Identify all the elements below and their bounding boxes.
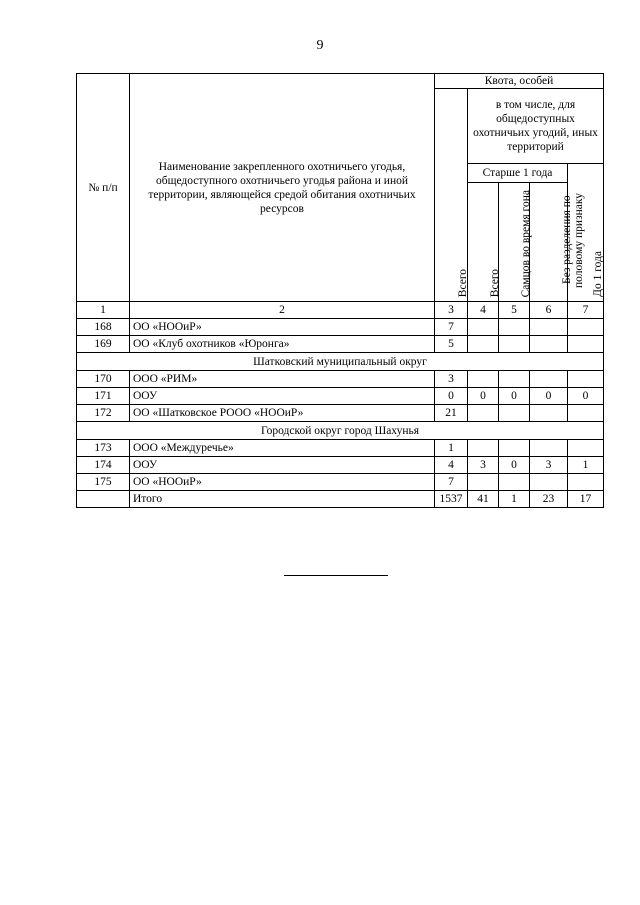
table-row: 168 ОО «НООиР» 7 [77,319,604,336]
column-numbers-row: 1 2 3 4 5 6 7 [77,302,604,319]
header-total: Всего [435,89,468,302]
quota-table [76,73,604,508]
header-nosex: Без разделения по половому признаку [530,183,568,302]
table-row: 170 ООО «РИМ» 3 [77,371,604,388]
end-divider-line [284,575,388,576]
header-males: Самцов во время гона [499,183,530,302]
table-row: 175 ОО «НООиР» 7 [77,474,604,491]
header-older: Старше 1 года [468,164,568,183]
section-row: Шатковский муниципальный округ [77,353,604,371]
header-quota: Квота, особей [435,74,604,89]
header-older-total: Всего [468,183,499,302]
table-row: 169 ОО «Клуб охотников «Юронга» 5 [77,336,604,353]
total-row: Итого 1537 41 1 23 17 [77,491,604,508]
header-under1: До 1 года [568,164,604,302]
header-num: № п/п [77,74,130,302]
table-row: 174 ООУ 4 3 0 3 1 [77,457,604,474]
table-row: 172 ОО «Шатковское РООО «НООиР» 21 [77,405,604,422]
page-number: 9 [316,38,324,53]
header-including: в том числе, для общедоступных охотничьих угодий, иных территорий [468,89,604,164]
table-row: 173 ООО «Междуречье» 1 [77,440,604,457]
header-name: Наименование закрепленного охотничьего угодья, общедоступного охотничьего угодья района и иной территории, являющейся средой обитания охотничьих ресурсов [130,74,435,302]
section-row: Городской округ город Шахунья [77,422,604,440]
table-row: 171 ООУ 0 0 0 0 0 [77,388,604,405]
